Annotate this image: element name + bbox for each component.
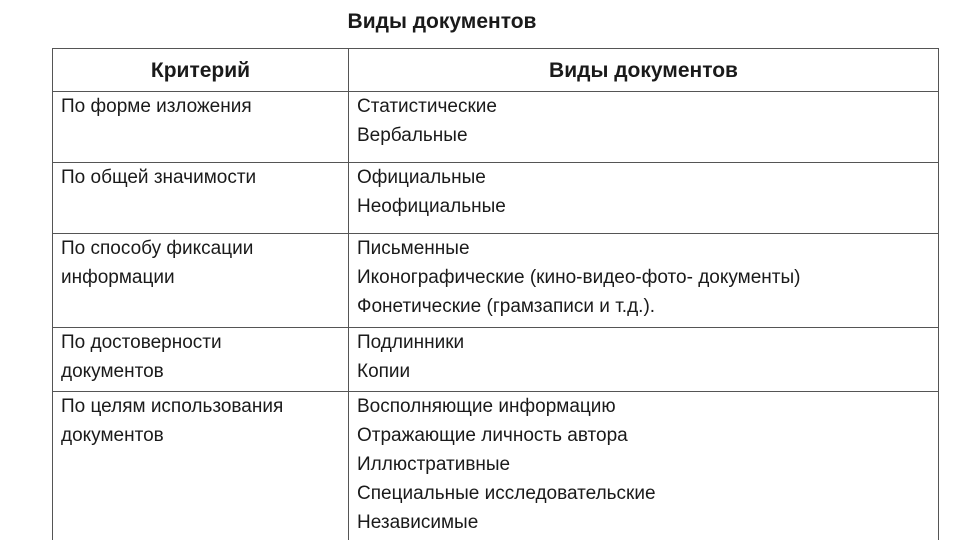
criterion-text: По достоверности: [61, 332, 222, 353]
type-item: Иллюстративные: [357, 454, 511, 475]
types-cell: [349, 163, 939, 234]
column-header-criterion: Критерий: [53, 49, 349, 92]
type-item: Неофициальные: [357, 196, 506, 217]
page-title: Виды документов: [347, 10, 537, 33]
document-types-table: [52, 48, 939, 540]
table-row: [53, 392, 939, 540]
criterion-text: По способу фиксации: [61, 238, 254, 259]
table-header-row: [53, 49, 939, 92]
criterion-cell: [53, 328, 349, 392]
table-row: [53, 234, 939, 328]
types-cell: [349, 392, 939, 540]
criterion-cell: [53, 234, 349, 328]
types-cell: [349, 234, 939, 328]
type-item: Специальные исследовательские: [357, 483, 656, 504]
column-header-types: Виды документов: [349, 49, 939, 92]
table-row: [53, 328, 939, 392]
criterion-cell: [53, 92, 349, 163]
type-item: Фонетические (грамзаписи и т.д.).: [357, 296, 656, 317]
table-row: [53, 163, 939, 234]
criterion-text: информации: [61, 267, 175, 288]
types-cell: [349, 328, 939, 392]
type-item: Статистические: [357, 96, 497, 117]
type-item: Восполняющие информацию: [357, 396, 616, 417]
type-item: Вербальные: [357, 125, 468, 146]
criterion-text: По общей значимости: [61, 167, 257, 188]
criterion-text: документов: [61, 425, 164, 446]
type-item: Отражающие личность автора: [357, 425, 628, 446]
type-item: Копии: [357, 361, 411, 382]
types-cell: [349, 92, 939, 163]
criterion-cell: [53, 392, 349, 540]
type-item: Официальные: [357, 167, 486, 188]
type-item: Иконографические (кино-видео-фото- документы): [357, 267, 801, 288]
criterion-text: По целям использования: [61, 396, 284, 417]
type-item: Письменные: [357, 238, 470, 259]
criterion-text: документов: [61, 361, 164, 382]
type-item: Подлинники: [357, 332, 465, 353]
type-item: Независимые: [357, 512, 479, 533]
criterion-text: По форме изложения: [61, 96, 252, 117]
table-row: [53, 92, 939, 163]
criterion-cell: [53, 163, 349, 234]
